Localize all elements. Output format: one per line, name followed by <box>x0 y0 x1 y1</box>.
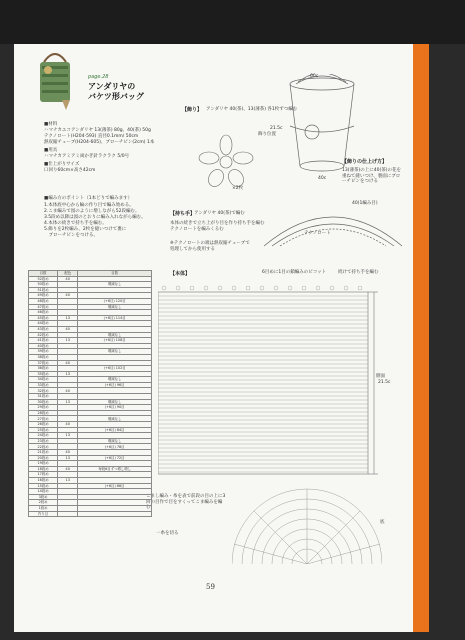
handle-desc: アンダリヤ 40(茶)で編む <box>194 211 245 216</box>
cut-yarn-label: 一糸を切る <box>156 531 179 536</box>
bottom-label: 底 <box>380 520 385 525</box>
table-cell: 32段め <box>29 388 58 394</box>
materials-line: ハマナカエコアンダリヤ 13(薄茶) 80g、40(茶) 50g <box>44 128 151 133</box>
handle-note2: テクノロートを編みくるむ <box>170 227 224 232</box>
page-title-line1: アンダリヤの <box>88 82 136 91</box>
table-cell: 25段め <box>29 427 58 433</box>
table-cell: 増減なし <box>78 416 152 422</box>
points-line: 5.飾りを2枚編み、2枚を縫いつけて裏に <box>44 227 127 232</box>
materials-heading: ■材料 <box>44 122 58 127</box>
picot-note: 6目めに1目の鎖編みのピコット <box>262 270 327 275</box>
table-cell: 18段め <box>29 466 58 472</box>
table-cell: 増減なし <box>78 282 152 288</box>
table-cell: 49段め <box>29 293 58 299</box>
side-label: 側面 <box>376 374 385 379</box>
picot-mark <box>330 286 334 290</box>
table-cell: 30段め <box>29 399 58 405</box>
continue-handle-note: 続けて持ち手を編む <box>338 270 379 275</box>
table-cell: 20段め <box>29 455 58 461</box>
table-header: 配色 <box>58 271 78 277</box>
picot-mark <box>232 286 236 290</box>
table-cell: 43段め <box>29 326 58 332</box>
table-cell: 17段め <box>29 472 58 478</box>
points-line: ブローチピンをつける。 <box>44 233 98 238</box>
body-height-dim: 21.5c <box>378 380 391 385</box>
picot-mark <box>162 286 166 290</box>
table-cell: 毎段6目ずつ増し増し <box>78 466 152 472</box>
table-cell: 40 <box>58 276 78 282</box>
table-cell: 13 <box>58 455 78 461</box>
table-cell: 3段め <box>29 494 58 500</box>
table-cell: 34段め <box>29 377 58 383</box>
table-cell: 29段め <box>29 405 58 411</box>
table-cell: 40 <box>58 293 78 299</box>
table-cell: 作り目 <box>29 511 58 517</box>
handle-note1: 本体の続きで立ち上がり目を作り持ち手を編む <box>170 221 265 226</box>
table-cell: 14段め <box>29 489 58 495</box>
picot-mark <box>218 286 222 290</box>
points-heading: ■編み方のポイント（1本どりで編みます） <box>44 196 133 201</box>
picot-mark <box>316 286 320 290</box>
table-cell: 36段め <box>29 366 58 372</box>
picot-mark <box>344 286 348 290</box>
flower-diagram <box>196 132 256 192</box>
finish-desc: 13(薄茶)の上に40(茶)の花を重ねて縫いつけ、裏面にブローチピンをつける <box>342 168 401 185</box>
table-cell: 40 <box>58 388 78 394</box>
points-line: 4.本体の続きで持ち手を編む。 <box>44 221 107 226</box>
table-cell: 1段め <box>29 505 58 511</box>
handle-diagram <box>258 198 408 254</box>
bag-bottom-dim: 40c <box>318 176 327 181</box>
bag-top-dim: 60c <box>310 74 319 79</box>
scan-top-margin <box>0 0 465 44</box>
points-line: 2.こま編みで図のように増しながら52段編む。 <box>44 209 140 214</box>
table-cell: 13 <box>58 399 78 405</box>
table-cell: 増減なし <box>78 349 152 355</box>
table-cell: 増減なし <box>78 332 152 338</box>
tools-line: ハマナカアミアミ両かぎ針ラクラク 5/0号 <box>44 154 130 159</box>
table-header: 目数 <box>29 271 58 277</box>
finish-label: 【飾りの仕上げ方】 <box>342 159 388 165</box>
picot-mark <box>204 286 208 290</box>
body-section-label: 【本体】 <box>170 271 191 277</box>
table-cell: 16段め <box>29 477 58 483</box>
table-cell: 26段め <box>29 422 58 428</box>
picot-mark <box>246 286 250 290</box>
table-cell: (+6目) 120目 <box>78 298 152 304</box>
bag-photo <box>34 50 76 112</box>
table-cell: 40 <box>58 466 78 472</box>
table-header: 目数 <box>78 271 152 277</box>
table-cell: 35段め <box>29 371 58 377</box>
size-line: 口回り60cm×高さ42cm <box>44 168 96 173</box>
table-cell: 増減なし <box>78 377 152 383</box>
table-cell: 48段め <box>29 298 58 304</box>
table-cell: 51段め <box>29 287 58 293</box>
table-cell: 40段め <box>29 343 58 349</box>
picot-mark <box>260 286 264 290</box>
table-cell: 27段め <box>29 416 58 422</box>
table-cell: (+6目) 108目 <box>78 338 152 344</box>
picot-mark <box>288 286 292 290</box>
handle-note3: ※テクノロートの端は熱収縮チューブで処理してから使用する <box>170 241 250 252</box>
size-heading: ■仕上がりサイズ <box>44 162 80 167</box>
row-count-table <box>28 270 152 517</box>
table-cell: 増減なし <box>78 304 152 310</box>
table-cell: 33段め <box>29 382 58 388</box>
table-cell: 22段め <box>29 444 58 450</box>
picot-mark <box>274 286 278 290</box>
bottom-note: こまし編み・糸を表で前段の目の上に3回の目作で目をすくってこま編みを編む <box>146 494 226 511</box>
materials-line: テクノロート(H204-593) 直径0.1mm/ 50cm <box>44 134 139 139</box>
table-cell: 19段め <box>29 461 58 467</box>
table-cell: 31段め <box>29 394 58 400</box>
picot-mark <box>358 286 362 290</box>
table-row <box>29 511 152 517</box>
table-cell: 増減なし <box>78 438 152 444</box>
table-cell: 52段め <box>29 276 58 282</box>
table-cell: (+6目) 102目 <box>78 366 152 372</box>
table-cell: 46段め <box>29 310 58 316</box>
table-cell <box>58 511 78 517</box>
table-cell: 38段め <box>29 354 58 360</box>
page-title-line2: バケツ形バッグ <box>88 92 144 101</box>
bottom-circle-chart <box>232 474 382 564</box>
table-cell: (+6目) 90目 <box>78 405 152 411</box>
table-cell: 23段め <box>29 438 58 444</box>
table-cell: (+6目) 72目 <box>78 455 152 461</box>
table-cell: 39段め <box>29 349 58 355</box>
decoration-desc: アンダリヤ 40(茶)、13(薄茶) 各1枚ずつ編む <box>206 107 298 112</box>
materials-line: 熱収縮チューブ(H204-605)、ブローチピン(2cm) 1本 <box>44 140 155 145</box>
table-cell: 28段め <box>29 410 58 416</box>
table-cell: 44段め <box>29 321 58 327</box>
table-cell: 2段め <box>29 500 58 506</box>
table-cell: 13 <box>58 433 78 439</box>
table-cell: 40 <box>58 326 78 332</box>
technoroad-label: テクノロート <box>304 231 331 236</box>
table-cell: 21段め <box>29 450 58 456</box>
picot-mark <box>190 286 194 290</box>
decoration-label: 【飾り】 <box>182 107 203 113</box>
handle-label: 【持ち手】 <box>170 211 196 217</box>
page-tag: page.28 <box>88 74 109 80</box>
table-cell: (+6目) 96目 <box>78 382 152 388</box>
picot-mark <box>176 286 180 290</box>
table-cell: 42段め <box>29 332 58 338</box>
table-cell: 13 <box>58 338 78 344</box>
table-cell: 37段め <box>29 360 58 366</box>
table-cell: (+6目) 78目 <box>78 444 152 450</box>
tools-heading: ■用具 <box>44 148 58 153</box>
table-cell <box>78 511 152 517</box>
attach-position-label: 飾り位置 <box>258 132 276 137</box>
table-cell: (+6目) 84目 <box>78 427 152 433</box>
orange-edge-band <box>413 44 429 632</box>
table-cell: 24段め <box>29 433 58 439</box>
picot-mark <box>302 286 306 290</box>
points-line: 3.5段め以降は図のとおりに編み入れながら編む。 <box>44 215 146 220</box>
table-cell: 47段め <box>29 304 58 310</box>
table-cell: (+6目) 114目 <box>78 315 152 321</box>
table-cell: 13 <box>58 315 78 321</box>
table-cell: 50段め <box>29 282 58 288</box>
table-cell: 13 <box>58 477 78 483</box>
handle-loops-label: 40(1編み目) <box>352 201 378 206</box>
table-cell: (+6目) 66目 <box>78 483 152 489</box>
table-cell: 40 <box>58 422 78 428</box>
page-number: 59 <box>206 583 215 591</box>
bag-depth-dim: 21.5c <box>270 126 283 131</box>
stitch-chart <box>158 278 384 478</box>
points-line: 1.本体底中心から輪の作り目で編み始める。 <box>44 203 134 208</box>
table-cell: 15段め <box>29 483 58 489</box>
decoration-count: ×2枚 <box>232 186 244 191</box>
table-cell: 41段め <box>29 338 58 344</box>
table-cell: 40 <box>58 450 78 456</box>
table-cell: 増減なし <box>78 399 152 405</box>
table-cell: 13 <box>58 371 78 377</box>
table-cell: 45段め <box>29 315 58 321</box>
table-cell: 40 <box>58 360 78 366</box>
